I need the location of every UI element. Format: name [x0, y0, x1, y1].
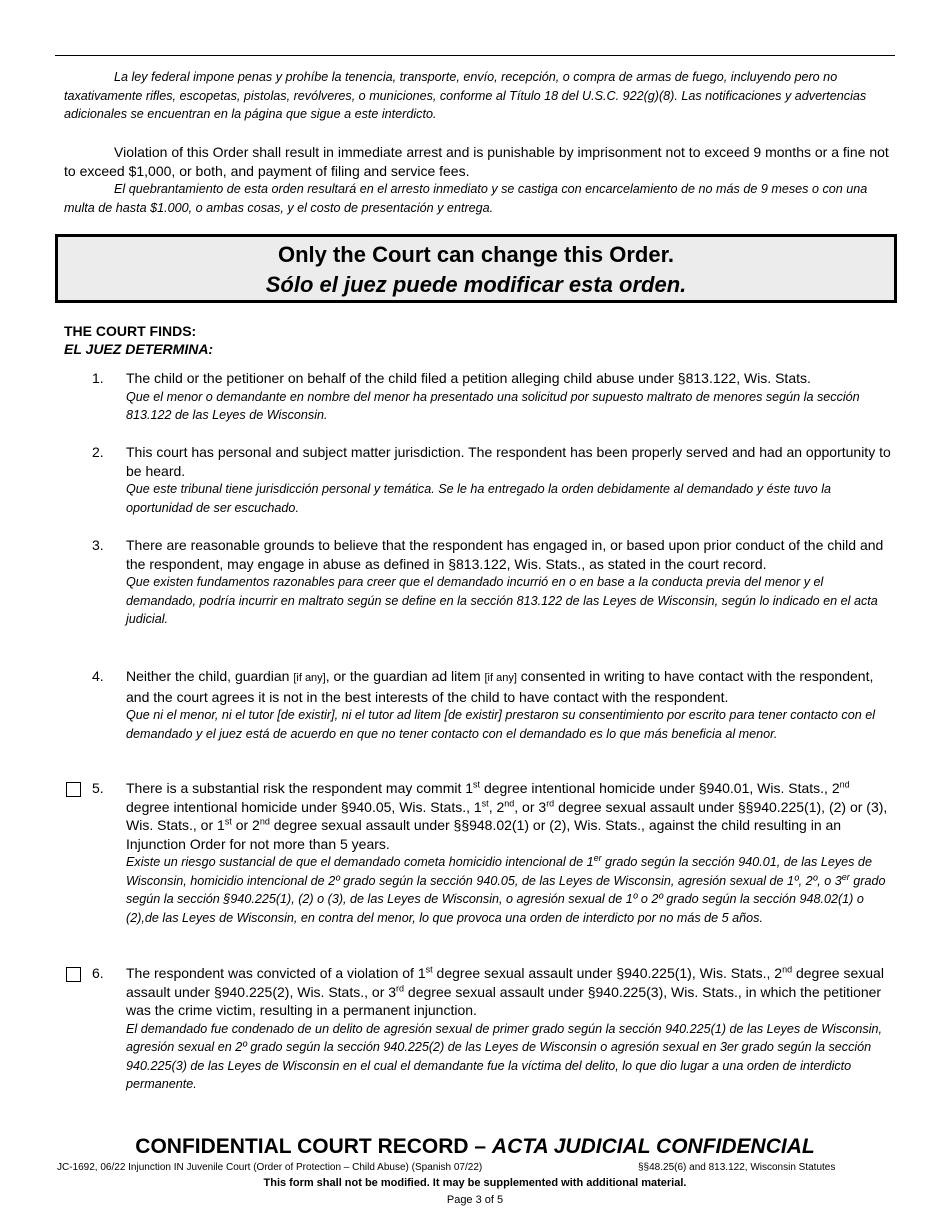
if-any-note: [if any] [484, 672, 517, 684]
item-text-es: Existe un riesgo sustancial de que el demandado cometa homicidio intencional de 1er grado según la sección 940.01, de las Leyes de Wisconsin, homicidio intencional de 2º grado según la sección 940.05, de las Leyes de Wisconsin, agresión sexual de 1º, 2º, o 3er grado según la sección §940.225(1), (2) o (3), de las Leyes de Wisconsin, o agresión sexual de 1º o 2º grado según la sección 948.02(1) o (2),de las Leyes de Wisconsin, en contra del menor, lo que provoca una orden de interdicto por no más de 5 años. [126, 852, 886, 925]
finding-item-2 [64, 443, 894, 517]
item-text-es: El demandado fue condenado de un delito de agresión sexual de primer grado según la sección 940.225(1) de las Leyes de Wisconsin, agresión sexual en 2º grado según la sección 940.225(2) de las Leyes de Wisconsin o agresión sexual en 3er grado según la sección 940.225(3) de las Leyes de Wisconsin en el cual el demandante fue la víctima del delito, lo que dio lugar a una orden de interdicto permanente. [126, 1021, 883, 1092]
confidential-record-title [0, 1135, 950, 1159]
finding-item-5 [64, 779, 894, 927]
confidential-title-es: ACTA JUDICIAL CONFIDENCIAL [491, 1135, 815, 1158]
top-rule [55, 55, 895, 56]
item-number: 1. [92, 370, 104, 386]
item-5-checkbox[interactable] [66, 782, 81, 797]
item-text-es: Que este tribunal tiene jurisdicción personal y temática. Se le ha entregado la orden debidamente al demandado y éste tuvo la oportunidad de ser escuchado. [126, 482, 831, 515]
item-text-en: There is a substantial risk the respondent may commit 1st degree intentional homicide under §940.01, Wis. Stats., 2nd degree intentional homicide under §940.05, Wis. Stats., 1st, 2nd, or 3rd degree sexual assault under §§940.225(1), (2) or (3), Wis. Stats., or 1st or 2nd degree sexual assault under §§948.02(1) or (2), Wis. Stats., against the child resulting in an Injunction Order for not more than 5 years. [126, 779, 888, 852]
court-finds-en: THE COURT FINDS: [64, 323, 197, 339]
item-text-part: , or the guardian ad litem [325, 668, 485, 684]
item-text-part: Neither the child, guardian [126, 668, 294, 684]
if-any-note: [if any] [293, 672, 326, 684]
item-text-en: This court has personal and subject matter jurisdiction. The respondent has been properly served and had an opportunity to be heard. [126, 444, 891, 479]
item-number: 4. [92, 668, 104, 684]
item-number: 2. [92, 444, 104, 460]
item-text-en: There are reasonable grounds to believe that the respondent has engaged in, or based upon prior conduct of the child and the respondent, may engage in abuse as defined in §813.122, Wis. Stats., as stated in the court record. [126, 537, 884, 572]
firearms-notice-es: La ley federal impone penas y prohíbe la tenencia, transporte, envío, recepción, o compra de armas de fuego, incluyendo pero no taxativamente rifles, escopetas, pistolas, revólveres, o municiones, conforme al Título 18 del U.S.C. 922(g)(8). Las notificaciones y advertencias adicionales se encuentran en la página que sigue a este interdicto. [64, 70, 867, 122]
item-number: 6. [92, 965, 104, 981]
item-text-en: The child or the petitioner on behalf of the child filed a petition alleging child abuse under §813.122, Wis. Stats. [126, 370, 811, 386]
violation-notice-en: Violation of this Order shall result in immediate arrest and is punishable by imprisonment not to exceed 9 months or a fine not to exceed $1,000, or both, and payment of filing and service fees. [64, 144, 889, 179]
item-text-es: Que ni el menor, ni el tutor [de existir], ni el tutor ad litem [de existir] prestaron su consentimiento por escrito para tener contacto con el demandado y el juez está de acuerdo en que no tener contacto con el demandado es lo que más beneficia al menor. [126, 708, 876, 741]
form-modification-note: This form shall not be modified. It may be supplemented with additional material. [263, 1177, 687, 1189]
confidential-title-en: CONFIDENTIAL COURT RECORD – [135, 1135, 492, 1158]
item-number: 3. [92, 537, 104, 553]
court-change-banner [55, 234, 897, 303]
finding-item-1 [64, 369, 894, 425]
statutes-reference: §§48.25(6) and 813.122, Wisconsin Statutes [638, 1162, 836, 1173]
page-number: Page 3 of 5 [446, 1194, 504, 1206]
finding-item-4 [64, 667, 894, 743]
item-text-en [126, 667, 894, 706]
form-id: JC-1692, 06/22 Injunction IN Juvenile Court (Order of Protection – Child Abuse) (Spanish 07/22) [57, 1162, 483, 1173]
finding-item-6 [64, 964, 894, 1094]
banner-title-es: Sólo el juez puede modificar esta orden. [265, 272, 687, 297]
finding-item-3 [64, 536, 894, 629]
court-finds-heading [64, 322, 213, 358]
banner-title-en: Only the Court can change this Order. [277, 242, 675, 267]
item-6-checkbox[interactable] [66, 967, 81, 982]
item-text-en: The respondent was convicted of a violation of 1st degree sexual assault under §940.225(1), Wis. Stats., 2nd degree sexual assault under §940.225(2), Wis. Stats., or 3rd degree sexual assault under §940.225(3), Wis. Stats., in which the petitioner was the crime victim, resulting in a permanent injunction. [126, 964, 884, 1018]
item-text-part: consented in writing to have contact with the respondent, and the court agrees it is not in the best interests of the child to have contact with the respondent. [126, 668, 874, 705]
item-number: 5. [92, 780, 104, 796]
item-text-es: Que existen fundamentos razonables para creer que el demandado incurrió en o en base a la conducta previa del menor y el demandado, podría incurrir en maltrato según se define en la sección 813.122 de las Leyes de Wisconsin, según lo indicado en el acta judicial. [126, 575, 878, 627]
violation-notice-es: El quebrantamiento de esta orden resultará en el arresto inmediato y se castiga con encarcelamiento de no más de 9 meses o con una multa de hasta $1.000, o ambas cosas, y el costo de presentación y entrega. [64, 182, 868, 215]
item-text-es: Que el menor o demandante en nombre del menor ha presentado una solicitud por supuesto maltrato de menores según la sección 813.122 de las Leyes de Wisconsin. [126, 389, 860, 423]
court-finds-es: EL JUEZ DETERMINA: [64, 341, 214, 357]
